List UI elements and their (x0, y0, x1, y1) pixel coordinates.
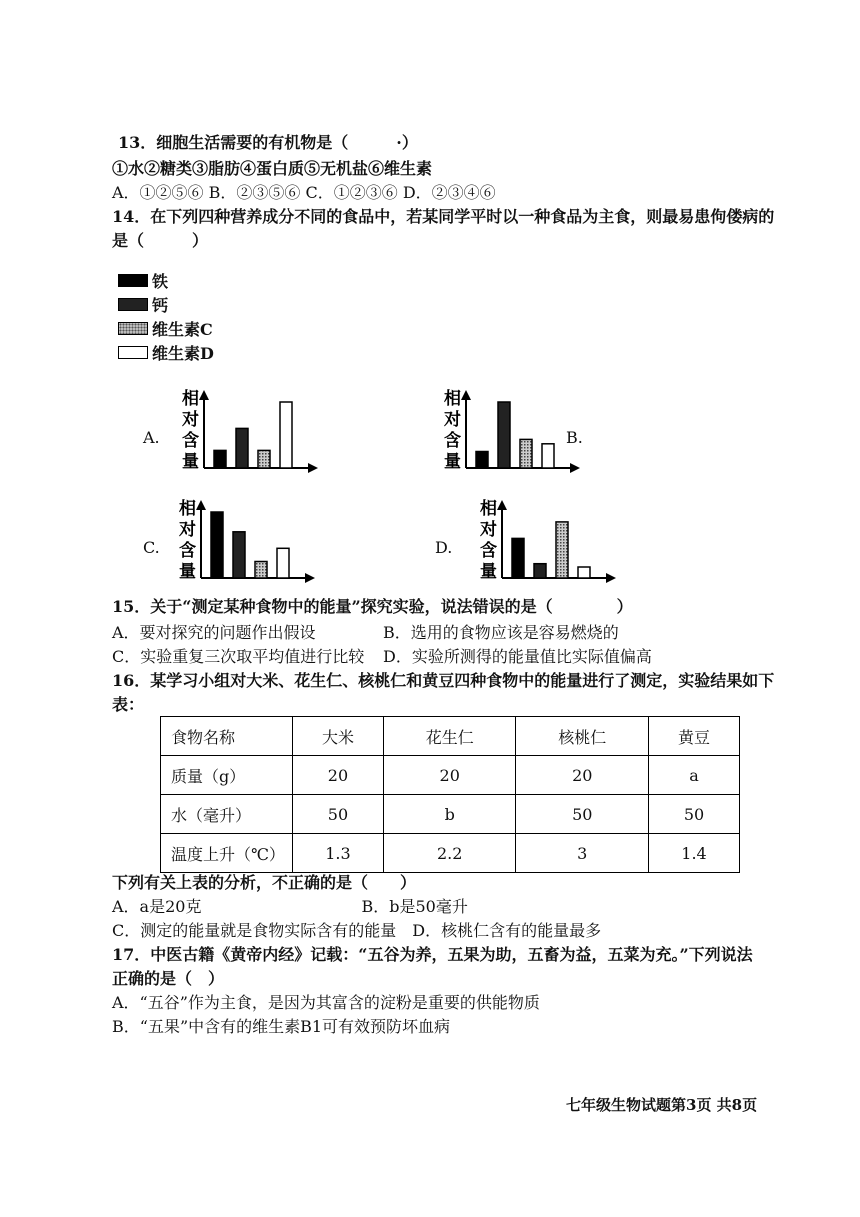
table-cell: 温度上升（℃） (161, 834, 293, 873)
y-axis-label-char: 量 (179, 562, 196, 582)
table-cell: 3 (516, 834, 649, 873)
table-header-cell: 食物名称 (161, 717, 293, 756)
y-axis-label-char: 对 (444, 410, 461, 430)
q13-stem: 13．细胞生活需要的有机物是（ ·） (118, 133, 418, 152)
bar-vitamin-c (520, 439, 532, 468)
q15-option-b: B．选用的食物应该是容易燃烧的 (383, 623, 619, 642)
table-header-row (161, 717, 740, 756)
bar-calcium (498, 402, 510, 468)
chart-option-a (178, 390, 318, 484)
table-header-cell: 花生仁 (383, 717, 516, 756)
y-axis-label-char: 相 (179, 499, 196, 519)
y-axis-label-char: 含 (182, 431, 199, 451)
page-footer: 七年级生物试题第3页 共8页 (566, 1096, 758, 1114)
bar-vitamin-c (556, 522, 568, 578)
option-d-letter: D. (435, 538, 453, 557)
table-cell: 20 (516, 756, 649, 795)
bar-vitamin-c (258, 450, 270, 468)
q16-options-cd: C．测定的能量就是食物实际含有的能量 D．核桃仁含有的能量最多 (112, 921, 602, 940)
bar-calcium (233, 532, 245, 578)
chart-svg (440, 390, 580, 480)
table-cell: 50 (293, 795, 384, 834)
q16-stem-line1: 16．某学习小组对大米、花生仁、核桃仁和黄豆四种食物中的能量进行了测定，实验结果如下 (112, 671, 775, 690)
legend-label-calcium: 钙 (152, 295, 169, 315)
table-row (161, 834, 740, 873)
table-cell: 50 (649, 795, 740, 834)
table-header-cell: 核桃仁 (516, 717, 649, 756)
legend-label-iron: 铁 (152, 271, 169, 291)
table-header-cell: 黄豆 (649, 717, 740, 756)
option-b-letter: B. (566, 428, 583, 447)
bar-iron (476, 452, 488, 469)
y-axis-label-char: 对 (179, 520, 196, 540)
y-axis-label-char: 相 (480, 499, 497, 519)
q15-option-c: C．实验重复三次取平均值进行比较 (112, 647, 365, 666)
y-axis-label-char: 对 (480, 520, 497, 540)
table-row (161, 795, 740, 834)
legend-label-vitamin-c: 维生素C (152, 319, 213, 339)
option-a-letter: A. (143, 428, 160, 447)
q16-stem-line2: 表： (112, 695, 145, 714)
legend-item-vitamin-d (118, 340, 214, 364)
y-axis-label-char: 含 (179, 541, 196, 561)
option-c-letter: C. (143, 538, 160, 557)
q17-option-a: A．“五谷”作为主食，是因为其富含的淀粉是重要的供能物质 (112, 993, 540, 1012)
food-energy-table (160, 716, 740, 873)
q16-question: 下列有关上表的分析，不正确的是（ ） (112, 873, 417, 892)
bar-vitamin-d (277, 548, 289, 578)
legend-item-vitamin-c (118, 316, 214, 340)
y-axis-label-char: 量 (480, 562, 497, 582)
q17-stem-line2: 正确的是（ ） (112, 969, 225, 988)
chart-svg (175, 500, 315, 590)
table-cell: 质量（g） (161, 756, 293, 795)
q13-options: A．①②⑤⑥ B．②③⑤⑥ C．①②③⑥ D．②③④⑥ (112, 183, 496, 202)
table-header-cell: 大米 (293, 717, 384, 756)
table-cell: 50 (516, 795, 649, 834)
table-cell: a (649, 756, 740, 795)
legend-item-iron (118, 268, 214, 292)
bar-calcium (236, 428, 248, 468)
q16-options-ab: A．a是20克 B．b是50毫升 (112, 897, 468, 916)
q17-option-b: B．“五果”中含有的维生素B1可有效预防坏血病 (112, 1017, 451, 1036)
bar-calcium (534, 564, 546, 578)
q14-stem-line2: 是（ ） (112, 231, 209, 250)
y-axis-label-char: 含 (444, 431, 461, 451)
chart-option-d (476, 500, 616, 594)
y-axis-label-char: 对 (182, 410, 199, 430)
chart-svg (178, 390, 318, 480)
bar-iron (512, 538, 524, 578)
legend-label-vitamin-d: 维生素D (152, 343, 214, 363)
bar-vitamin-d (542, 444, 554, 468)
legend-swatch-iron (118, 274, 148, 287)
bar-vitamin-d (578, 567, 590, 578)
table-cell: 20 (293, 756, 384, 795)
chart-legend (118, 268, 214, 364)
table-cell: 1.3 (293, 834, 384, 873)
bar-vitamin-d (280, 402, 292, 468)
chart-option-c (175, 500, 315, 594)
legend-swatch-vitamin-d (118, 346, 148, 359)
y-axis-label-char: 量 (444, 452, 461, 472)
q14-stem-line1: 14．在下列四种营养成分不同的食品中，若某同学平时以一种食品为主食，则最易患佝偻病的 (112, 207, 775, 226)
legend-swatch-vitamin-c (118, 322, 148, 335)
y-axis-label-char: 含 (480, 541, 497, 561)
chart-option-b (440, 390, 580, 484)
table-cell: 水（毫升） (161, 795, 293, 834)
bar-vitamin-c (255, 562, 267, 579)
chart-svg (476, 500, 616, 590)
table-cell: 20 (383, 756, 516, 795)
q15-option-a: A．要对探究的问题作出假设 (112, 623, 316, 642)
table-row (161, 756, 740, 795)
q13-items: ①水②糖类③脂肪④蛋白质⑤无机盐⑥维生素 (112, 159, 433, 178)
legend-swatch-calcium (118, 298, 148, 311)
q17-stem-line1: 17．中医古籍《黄帝内经》记载：“五谷为养，五果为助，五畜为益，五菜为充。”下列说法 (112, 945, 753, 964)
y-axis-label-char: 相 (182, 389, 199, 409)
q15-stem: 15．关于“测定某种食物中的能量”探究实验，说法错误的是（ ） (112, 597, 633, 616)
bar-iron (214, 450, 226, 468)
table-cell: 2.2 (383, 834, 516, 873)
y-axis-label-char: 相 (444, 389, 461, 409)
table-cell: 1.4 (649, 834, 740, 873)
q15-option-d: D．实验所测得的能量值比实际值偏高 (383, 647, 652, 666)
y-axis-label-char: 量 (182, 452, 199, 472)
bar-iron (211, 512, 223, 578)
legend-item-calcium (118, 292, 214, 316)
table-cell: b (383, 795, 516, 834)
